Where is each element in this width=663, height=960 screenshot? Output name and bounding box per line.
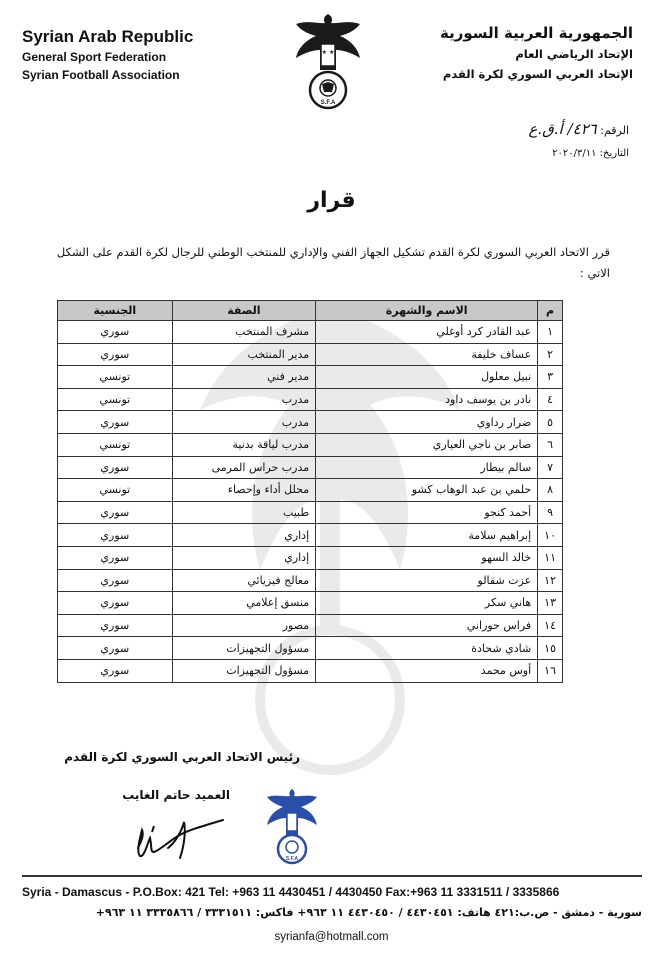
table-row — [58, 388, 563, 411]
cell-num: ١ — [538, 321, 563, 344]
reference-number — [528, 120, 629, 138]
signatory-title: رئيس الاتحاد العربي السوري لكرة القدم — [64, 750, 300, 764]
cell-num: ١٢ — [538, 569, 563, 592]
cell-role: مدرب — [172, 411, 315, 434]
cell-num: ٨ — [538, 479, 563, 502]
cell-nationality: سوري — [58, 501, 173, 524]
cell-nationality: تونسي — [58, 388, 173, 411]
ref-value: ٤٢٦/ أ.ق.ع — [528, 120, 597, 138]
table-row — [58, 343, 563, 366]
col-header-num: م — [538, 301, 563, 321]
cell-nationality: سوري — [58, 637, 173, 660]
cell-role: مدرب — [172, 388, 315, 411]
handwritten-signature — [128, 812, 238, 864]
cell-nationality: سوري — [58, 456, 173, 479]
cell-role: مدرب حراس المرمى — [172, 456, 315, 479]
cell-role: طبيب — [172, 501, 315, 524]
cell-role: إداري — [172, 546, 315, 569]
logo-text: S.F.A — [320, 100, 336, 106]
arabic-letterhead — [383, 22, 633, 84]
table-row — [58, 569, 563, 592]
cell-name: أحمد كنجو — [316, 501, 538, 524]
cell-name: أوس محمد — [316, 659, 538, 682]
cell-nationality: سوري — [58, 659, 173, 682]
cell-num: ١٦ — [538, 659, 563, 682]
cell-nationality: سوري — [58, 614, 173, 637]
table-row — [58, 659, 563, 682]
table-row — [58, 524, 563, 547]
country-name-ar: الجمهورية العربية السورية — [440, 24, 633, 42]
cell-role: مسؤول التجهيزات — [172, 659, 315, 682]
cell-role: إداري — [172, 524, 315, 547]
cell-name: فراس حوراني — [316, 614, 538, 637]
cell-num: ٦ — [538, 433, 563, 456]
cell-nationality: سوري — [58, 569, 173, 592]
association-name-en: Syrian Football Association — [22, 68, 180, 82]
cell-name: حلمي بن عبد الوهاب كشو — [316, 479, 538, 502]
cell-name: عزت شقالو — [316, 569, 538, 592]
cell-nationality: تونسي — [58, 433, 173, 456]
cell-nationality: تونسي — [58, 366, 173, 389]
cell-role: محلل أداء وإحصاء — [172, 479, 315, 502]
col-header-nationality: الجنسية — [58, 301, 173, 321]
cell-role: مصور — [172, 614, 315, 637]
document-title: قرار — [307, 188, 356, 213]
decision-intro: قرر الاتحاد العربي السوري لكرة القدم تشكيل الجهاز الفني والإداري للمنتخب الوطني للرجال لكرة القدم على الشكل الاتي : — [56, 245, 610, 280]
col-header-name: الاسم والشهرة — [316, 301, 538, 321]
table-row — [58, 592, 563, 615]
association-name-ar: الإتحاد العربي السوري لكرة القدم — [442, 67, 633, 81]
cell-role: مدير المنتخب — [172, 343, 315, 366]
cell-name: خالد السهو — [316, 546, 538, 569]
federation-name-en: General Sport Federation — [22, 50, 167, 64]
federation-name-ar: الإتحاد الرياضي العام — [515, 47, 633, 61]
cell-num: ٤ — [538, 388, 563, 411]
table-row — [58, 321, 563, 344]
country-name-en: Syrian Arab Republic — [22, 27, 194, 46]
ref-label: الرقم: — [600, 124, 629, 137]
table-row — [58, 411, 563, 434]
cell-name: شادي شحادة — [316, 637, 538, 660]
cell-num: ١٥ — [538, 637, 563, 660]
table-row — [58, 501, 563, 524]
cell-nationality: سوري — [58, 546, 173, 569]
cell-num: ١٤ — [538, 614, 563, 637]
cell-role: مدير فني — [172, 366, 315, 389]
cell-role: مدرب لياقة بدنية — [172, 433, 315, 456]
cell-nationality: سوري — [58, 411, 173, 434]
footer-email: syrianfa@hotmall.com — [274, 931, 389, 943]
cell-role: معالج فيزيائي — [172, 569, 315, 592]
cell-num: ٥ — [538, 411, 563, 434]
cell-num: ١٠ — [538, 524, 563, 547]
table-row — [58, 546, 563, 569]
table-row — [58, 479, 563, 502]
document-date — [552, 148, 629, 159]
col-header-role: الصفة — [172, 301, 315, 321]
footer-contact-en: Syria - Damascus - P.O.Box: 421 Tel: +963 11 4430451 / 4430450 Fax:+963 11 3331511 / 3335866 — [22, 885, 560, 899]
cell-num: ٢ — [538, 343, 563, 366]
cell-nationality: تونسي — [58, 479, 173, 502]
cell-num: ٧ — [538, 456, 563, 479]
cell-name: عبد القادر كرد أوغلي — [316, 321, 538, 344]
table-row — [58, 433, 563, 456]
english-letterhead — [22, 26, 262, 84]
cell-name: نادر بن يوسف داود — [316, 388, 538, 411]
sfa-eagle-logo-icon — [288, 10, 368, 114]
svg-text:★ ★: ★ ★ — [321, 49, 335, 56]
table-row — [58, 637, 563, 660]
cell-name: عساف خليفة — [316, 343, 538, 366]
table-row — [58, 366, 563, 389]
cell-name: سالم بيطار — [316, 456, 538, 479]
cell-nationality: سوري — [58, 524, 173, 547]
cell-num: ١٣ — [538, 592, 563, 615]
date-label: التاريخ: — [599, 148, 629, 159]
cell-num: ١١ — [538, 546, 563, 569]
cell-nationality: سوري — [58, 343, 173, 366]
table-header-row — [58, 301, 563, 321]
cell-num: ٣ — [538, 366, 563, 389]
table-row — [58, 614, 563, 637]
cell-role: مسؤول التجهيزات — [172, 637, 315, 660]
cell-name: ضرار رداوي — [316, 411, 538, 434]
cell-role: منسق إعلامي — [172, 592, 315, 615]
staff-table-body — [58, 321, 563, 683]
footer-contact-ar: سورية - دمشق - ص.ب:٤٢١ هاتف: ٤٤٣٠٤٥١ / ٤٤٣٠٤٥٠ ١١ ٩٦٣+ فاكس: ٣٣٣١٥١١ / ٣٣٣٥٨٦٦ ١١ ٩٦٣+ — [95, 906, 642, 919]
cell-name: صابر بن ناجي العياري — [316, 433, 538, 456]
cell-nationality: سوري — [58, 321, 173, 344]
staff-table — [57, 300, 563, 683]
cell-num: ٩ — [538, 501, 563, 524]
stamp-text: S.F.A — [285, 856, 299, 862]
cell-nationality: سوري — [58, 592, 173, 615]
table-row — [58, 456, 563, 479]
cell-name: هاني سكر — [316, 592, 538, 615]
cell-name: إبراهيم سلامة — [316, 524, 538, 547]
signatory-name: العميد حاتم الغايب — [122, 788, 230, 802]
date-value: ٢٠٢٠/٣/١١ — [552, 148, 597, 159]
cell-role: مشرف المنتخب — [172, 321, 315, 344]
footer-divider — [22, 875, 642, 877]
blue-stamp-icon — [262, 785, 322, 867]
cell-name: نبيل معلول — [316, 366, 538, 389]
